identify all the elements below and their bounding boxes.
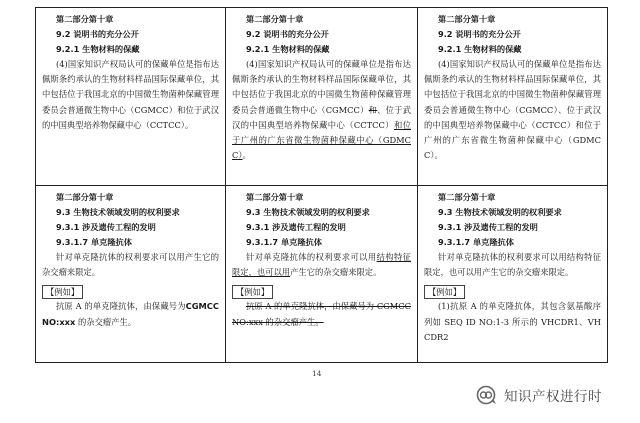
item-heading: 9.3.1.7 单克隆抗体 xyxy=(438,237,514,247)
section-heading: 9.2 说明书的充分公开 xyxy=(56,29,139,39)
paragraph-text xyxy=(42,59,219,130)
paragraph-text xyxy=(424,252,601,277)
chapter-heading: 第二部分第十章 xyxy=(438,14,496,24)
cell-amended-antibody xyxy=(418,186,608,363)
paragraph-text xyxy=(232,252,411,277)
example-paragraph xyxy=(424,299,601,345)
subsection-heading: 9.3.1 涉及遗传工程的发明 xyxy=(56,222,156,232)
section-heading: 9.3 生物技术领域发明的权利要求 xyxy=(438,207,562,217)
cell-revision-antibody xyxy=(226,186,418,363)
paragraph-text xyxy=(42,301,219,326)
cell-amended-deposit xyxy=(418,8,608,186)
chapter-heading: 第二部分第十章 xyxy=(56,14,114,24)
subsection-heading: 9.3.1 涉及遗传工程的发明 xyxy=(438,222,538,232)
section-heading: 9.2 说明书的充分公开 xyxy=(246,29,329,39)
item-heading: 9.3.1.7 单克隆抗体 xyxy=(56,237,132,247)
page-number: 14 xyxy=(312,369,322,378)
table-row xyxy=(36,186,608,363)
example-label: 【例如】 xyxy=(42,285,83,299)
paragraph-text xyxy=(424,59,601,160)
example-paragraph xyxy=(232,299,411,329)
text-run: 。 xyxy=(242,150,251,161)
cell-original-antibody xyxy=(36,186,226,363)
wechat-official-account-icon xyxy=(474,384,500,406)
inserted-text: 结构特征限定，也可以用 xyxy=(232,252,411,278)
subsection-heading: 9.2.1 生物材料的保藏 xyxy=(56,44,140,54)
subsection-heading: 9.2.1 生物材料的保藏 xyxy=(438,44,522,54)
section-heading: 9.3 生物技术领域发明的权利要求 xyxy=(56,207,180,217)
text-run: (4)国家知识产权局认可的保藏单位是指布达佩斯条约承认的生物材料样品国际保藏单位，其中包括位于我国北京的中国微生物菌种保藏管理委员会普通微生物中心（CGMCC）和位于武汉的中国典型培养物保藏中心（CCTCC）。 xyxy=(42,59,219,130)
text-run: 针对单克隆抗体的权利要求可以用产生它的杂交瘤来限定。 xyxy=(42,252,219,278)
body-paragraph xyxy=(232,57,411,163)
paragraph-text xyxy=(232,301,411,326)
table-row xyxy=(36,8,608,186)
text-run: 、位于武汉的中国典型培养物保藏中心（CCTCC） xyxy=(232,104,411,130)
example-paragraph xyxy=(42,299,219,329)
subsection-heading: 9.3.1 涉及遗传工程的发明 xyxy=(246,222,346,232)
text-run: (4)国家知识产权局认可的保藏单位是指布达佩斯条约承认的生物材料样品国际保藏单位，其中包括位于我国北京的中国微生物菌种保藏管理委员会普通微生物中心（CGMCC）、位于武汉的中国典型培养物保藏中心（CCTCC）和位于广州的广东省微生物菌种保藏中心（GDMCC）。 xyxy=(424,59,601,161)
text-run: (1)抗原 A 的单克隆抗体，其包含氨基酸序列如 SEQ ID NO:1-3 所示的 VHCDR1、VHCDR2 xyxy=(424,301,601,342)
section-heading: 9.3 生物技术领域发明的权利要求 xyxy=(246,207,370,217)
section-heading: 9.2 说明书的充分公开 xyxy=(438,29,521,39)
body-paragraph xyxy=(42,250,219,280)
text-run: 抗原 A 的单克隆抗体，由保藏号为 xyxy=(56,301,186,312)
text-run: 产生它的杂交瘤来限定。 xyxy=(290,267,382,278)
deposit-number: CGMCC NO:xxx xyxy=(42,301,219,327)
paragraph-text xyxy=(42,252,219,277)
cell-revision-deposit xyxy=(226,8,418,186)
text-run: 针对单克隆抗体的权利要求可以用 xyxy=(246,252,377,262)
watermark-text: 知识产权进行时 xyxy=(504,389,602,405)
example-label: 【例如】 xyxy=(424,285,465,299)
inserted-text: 和位于广州的广东省微生物菌种保藏中心（GDMCC） xyxy=(232,119,411,161)
chapter-heading: 第二部分第十章 xyxy=(246,192,304,202)
chapter-heading: 第二部分第十章 xyxy=(246,14,304,24)
deleted-text: 和 xyxy=(368,104,378,115)
comparison-table xyxy=(35,7,608,363)
text-run: (4)国家知识产权局认可的保藏单位是指布达佩斯条约承认的生物材料样品国际保藏单位，其中包括位于我国北京的中国微生物菌种保藏管理委员会普通微生物中心（CGMCC） xyxy=(232,59,411,115)
subsection-heading: 9.2.1 生物材料的保藏 xyxy=(246,44,330,54)
body-paragraph xyxy=(424,250,601,280)
paragraph-text xyxy=(424,301,601,341)
body-paragraph xyxy=(232,250,411,280)
text-run: 针对单克隆抗体的权利要求可以用结构特征限定，也可以用产生它的杂交瘤来限定。 xyxy=(424,252,601,278)
body-paragraph xyxy=(424,57,601,163)
paragraph-text xyxy=(232,59,411,160)
item-heading: 9.3.1.7 单克隆抗体 xyxy=(246,237,322,247)
example-label: 【例如】 xyxy=(232,285,273,299)
text-run: 的杂交瘤产生。 xyxy=(75,316,137,327)
body-paragraph xyxy=(42,57,219,133)
watermark xyxy=(474,384,634,406)
deleted-text: 抗原 A 的单克隆抗体，由保藏号为 CGMCC NO:xxx 的杂交瘤产生。 xyxy=(232,301,411,327)
cell-original-deposit xyxy=(36,8,226,186)
chapter-heading: 第二部分第十章 xyxy=(438,192,496,202)
chapter-heading: 第二部分第十章 xyxy=(56,192,114,202)
